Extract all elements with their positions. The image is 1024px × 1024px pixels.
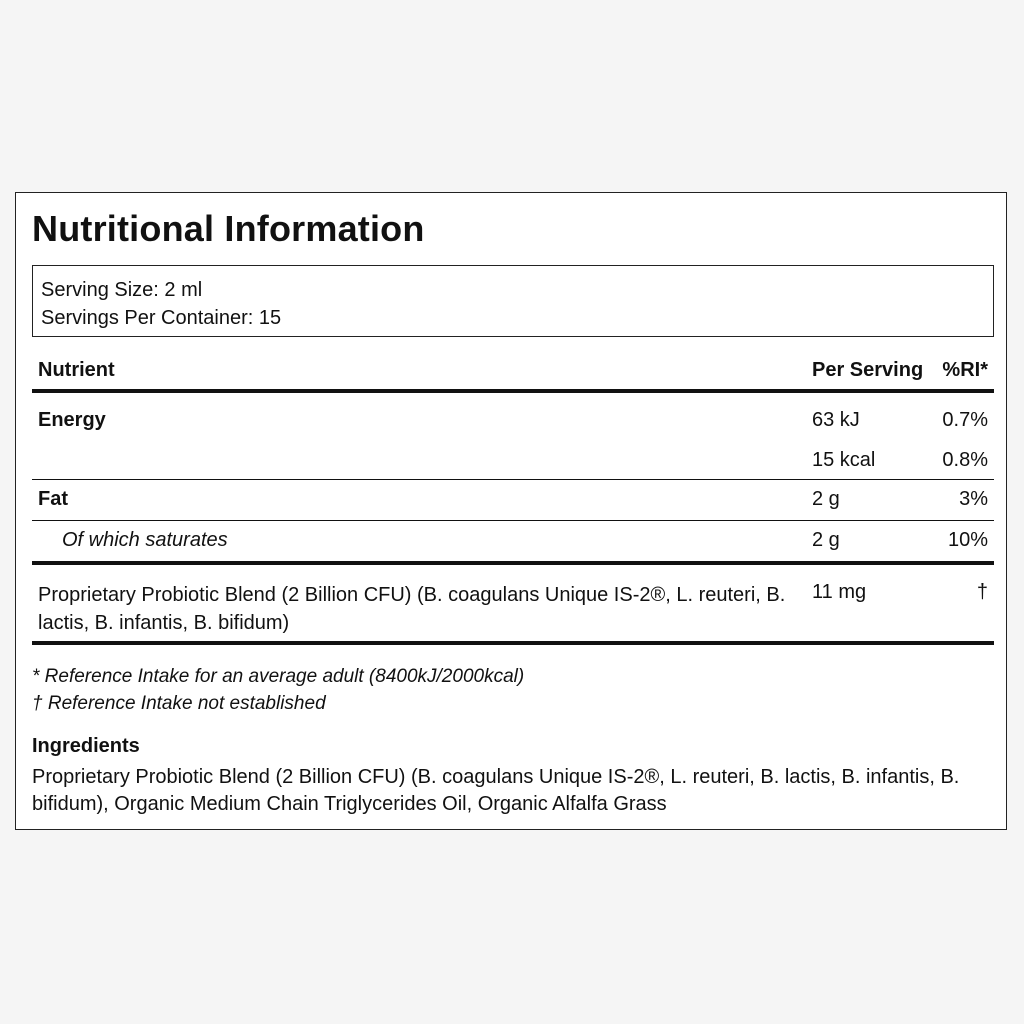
table-row-energy-kcal xyxy=(32,433,994,479)
ingredients-text: Proprietary Probiotic Blend (2 Billion CFU) (B. coagulans Unique IS-2®, L. reuteri, B. lactis, B. infantis, B. bifidum), Organic Medium Chain Triglycerides Oil, Organic Alfalfa Grass xyxy=(32,766,960,815)
row-ri: † xyxy=(976,581,988,603)
row-ri: 10% xyxy=(947,529,988,551)
row-nutrient: Proprietary Probiotic Blend (2 Billion CFU) (B. coagulans Unique IS-2®, L. reuteri, B. lactis, B. infantis, B. bifidum) xyxy=(38,584,786,634)
row-per-serving: 11 mg xyxy=(812,581,867,603)
row-per-serving: 63 kJ xyxy=(812,409,860,431)
table-row-fat xyxy=(32,480,994,520)
servings-per-container: Servings Per Container: 15 xyxy=(41,307,282,329)
serving-info-box xyxy=(32,265,994,337)
header-ri: %RI* xyxy=(942,359,988,381)
header-nutrient: Nutrient xyxy=(38,359,115,381)
nutrition-table xyxy=(32,353,994,645)
row-per-serving: 2 g xyxy=(812,529,840,551)
table-row-energy-kj xyxy=(32,393,994,433)
table-header-row xyxy=(32,353,994,389)
dagger-footnote: † Reference Intake not established xyxy=(32,693,326,714)
row-nutrient: Of which saturates xyxy=(62,529,228,551)
row-ri: 0.7% xyxy=(942,409,988,431)
serving-size: Serving Size: 2 ml xyxy=(41,279,203,301)
row-nutrient: Fat xyxy=(38,488,68,510)
nutrition-panel xyxy=(15,192,1007,830)
row-per-serving: 15 kcal xyxy=(812,449,876,471)
ri-footnote: * Reference Intake for an average adult (8400kJ/2000kcal) xyxy=(32,666,525,687)
row-per-serving: 2 g xyxy=(812,488,840,510)
row-ri: 0.8% xyxy=(942,449,988,471)
table-row-probiotic-blend xyxy=(32,565,994,641)
ingredients-title: Ingredients xyxy=(32,735,140,757)
header-per-serving: Per Serving xyxy=(812,359,924,381)
table-row-saturates xyxy=(32,521,994,561)
footnotes xyxy=(32,663,524,717)
divider-thick xyxy=(32,641,994,645)
row-ri: 3% xyxy=(959,488,988,510)
row-nutrient: Energy xyxy=(38,409,106,431)
page-title: Nutritional Information xyxy=(32,208,425,249)
